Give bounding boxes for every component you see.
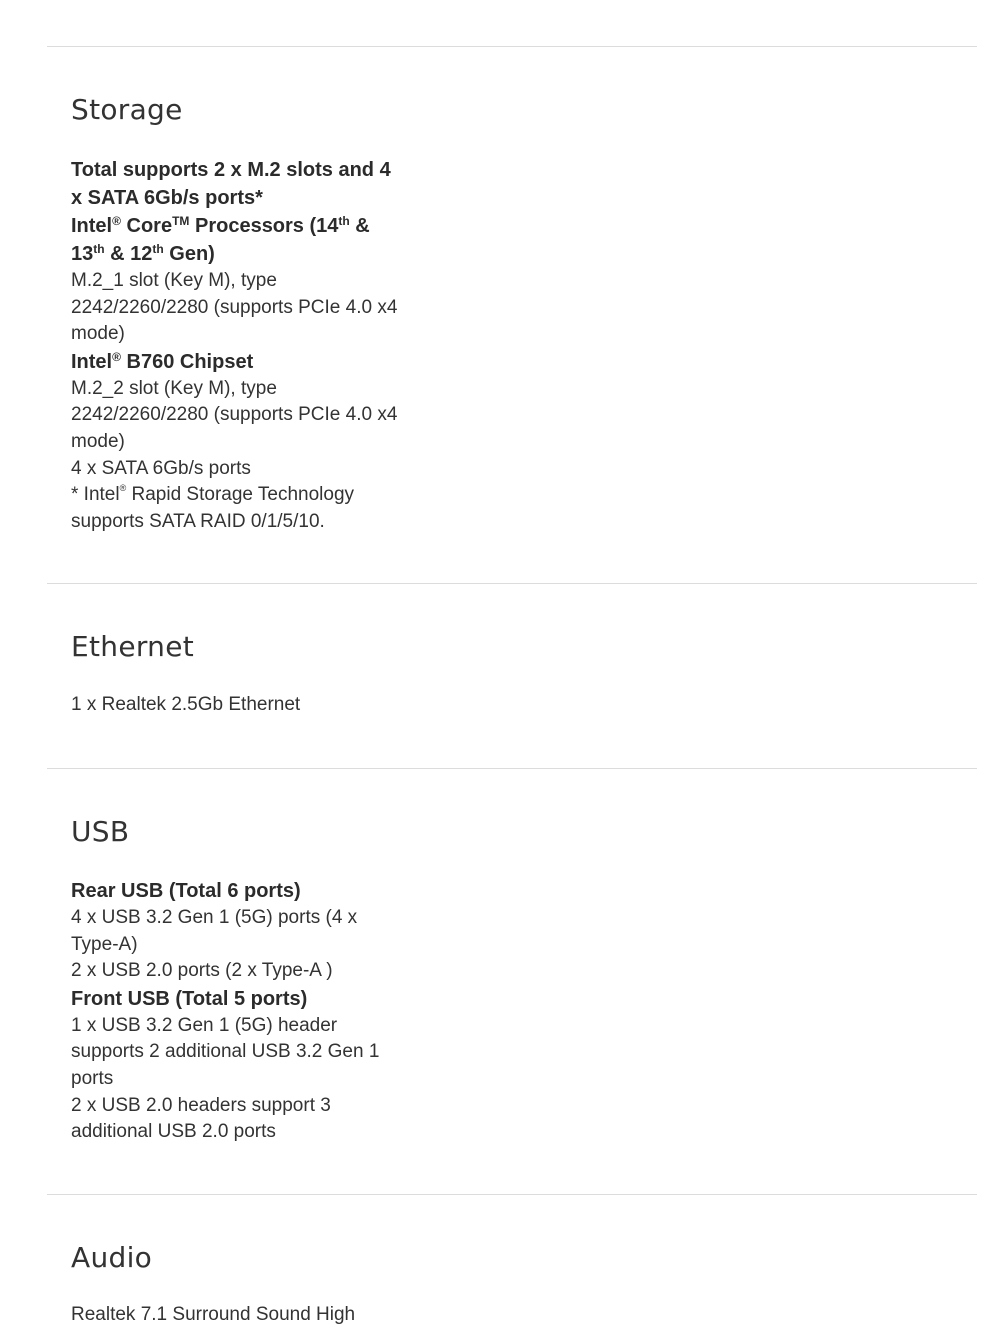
- section-divider: [47, 768, 977, 769]
- usb-rear-gen1: 4 x USB 3.2 Gen 1 (5G) ports (4 x Type-A): [71, 907, 358, 955]
- storage-summary: Total supports 2 x M.2 slots and 4 x SATA 6Gb/s ports*: [71, 159, 391, 209]
- section-divider: [47, 583, 977, 584]
- usb-front-heading: Front USB (Total 5 ports): [71, 987, 308, 1010]
- usb-front-gen1: 1 x USB 3.2 Gen 1 (5G) header supports 2 additional USB 3.2 Gen 1 ports: [71, 1014, 380, 1089]
- ethernet-spec-list: [71, 692, 401, 719]
- usb-spec-list: [71, 877, 401, 1146]
- usb-rear-heading: Rear USB (Total 6 ports): [71, 880, 301, 902]
- ethernet-item: 1 x Realtek 2.5Gb Ethernet: [71, 694, 301, 715]
- storage-footnote: * Intel® Rapid Storage Technology supports SATA RAID 0/1/5/10.: [71, 483, 355, 532]
- storage-cpu-heading: Intel® Core™ Processors (14th & 13th & 12th Gen): [71, 214, 370, 265]
- section-title-storage: Storage: [71, 93, 183, 126]
- storage-chipset-heading: Intel® B760 Chipset: [71, 349, 254, 373]
- audio-item: Realtek 7.1 Surround Sound High: [71, 1304, 356, 1325]
- section-title-usb: USB: [71, 815, 130, 848]
- storage-m2-2: M.2_2 slot (Key M), type 2242/2260/2280 (supports PCIe 4.0 x4 mode): [71, 377, 398, 452]
- audio-spec-list: [71, 1302, 401, 1329]
- section-divider: [47, 46, 977, 47]
- section-title-audio: Audio: [71, 1241, 153, 1274]
- usb-front-2-0: 2 x USB 2.0 headers support 3 additional USB 2.0 ports: [71, 1094, 331, 1143]
- usb-rear-2-0: 2 x USB 2.0 ports (2 x Type-A ): [71, 960, 333, 982]
- section-title-ethernet: Ethernet: [71, 630, 195, 663]
- storage-sata: 4 x SATA 6Gb/s ports: [71, 457, 251, 479]
- storage-spec-list: [71, 156, 401, 535]
- section-divider: [47, 1194, 977, 1195]
- storage-m2-1: M.2_1 slot (Key M), type 2242/2260/2280 (supports PCIe 4.0 x4 mode): [71, 270, 398, 345]
